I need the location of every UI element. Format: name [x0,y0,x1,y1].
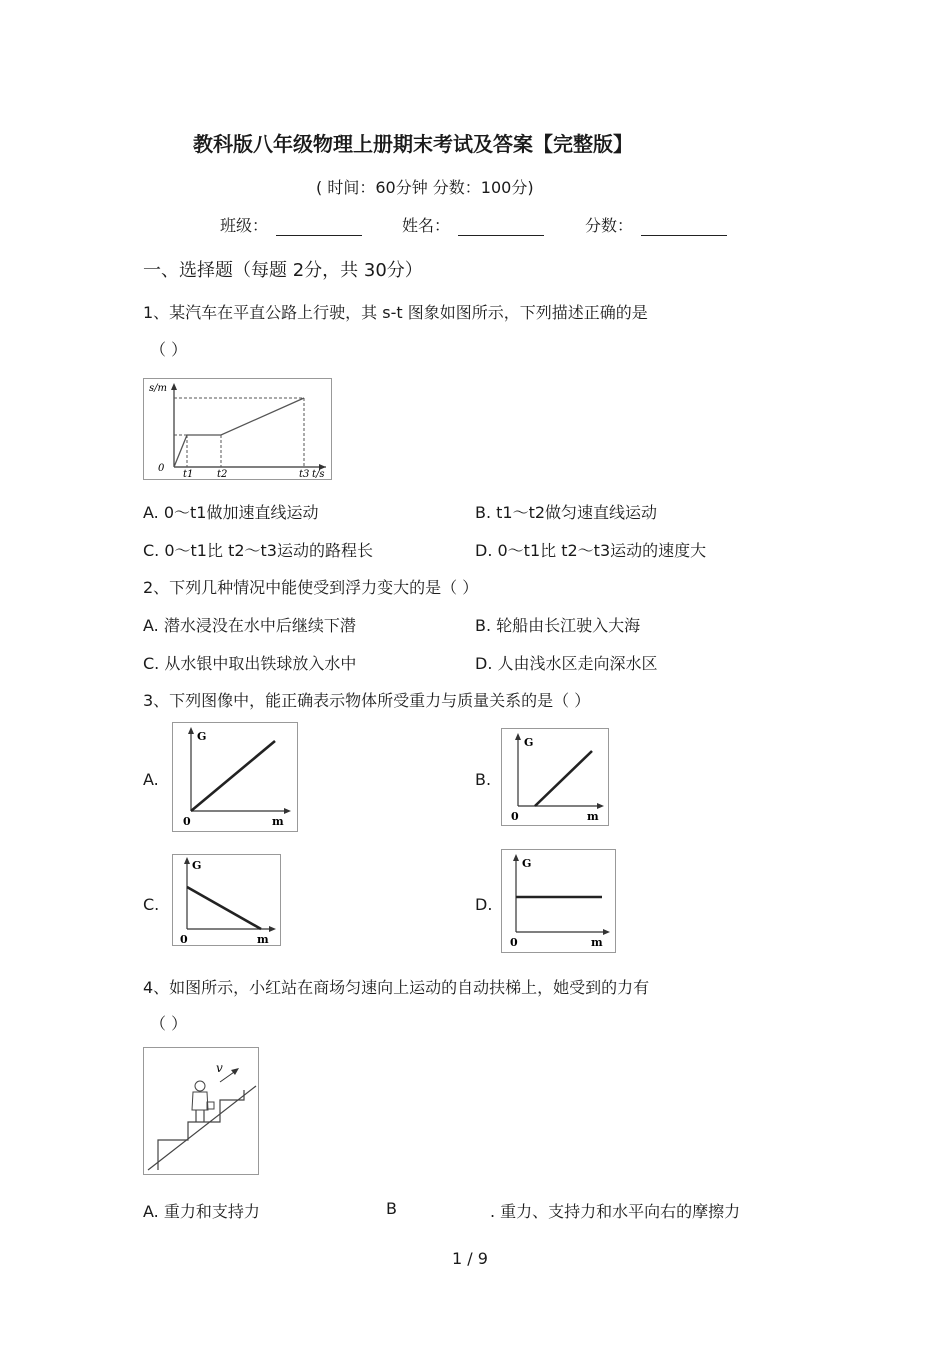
q3-label-d: D. [475,895,493,914]
q1-option-c: C. 0～t1比 t2～t3运动的路程长 [143,541,373,560]
q3-graph-d [501,849,616,953]
page-title: 教科版八年级物理上册期末考试及答案【完整版】 [193,132,633,156]
q1-option-b: B. t1～t2做匀速直线运动 [475,503,658,522]
q4-paren: （ ） [150,1014,188,1033]
q3c-y-label: G [192,859,202,872]
class-field [220,213,362,236]
score-label: 分数： [585,216,634,235]
q2-option-d: D. 人由浅水区走向深水区 [475,654,658,673]
q3b-x-label: m [587,810,599,823]
q3-label-a: A. [143,770,159,789]
exam-time-info: ( 时间：60分钟 分数：100分) [316,178,534,197]
q3a-y-label: G [197,730,207,743]
q2-option-a: A. 潜水浸没在水中后继续下潜 [143,616,356,635]
q3a-origin: 0 [183,815,191,828]
score-blank [641,219,727,236]
q3d-x-label: m [591,936,603,949]
q4-option-a: A. 重力和支持力 [143,1202,260,1221]
name-label: 姓名： [402,216,451,235]
q4-option-b: . 重力、支持力和水平向右的摩擦力 [490,1202,741,1221]
q4-velocity-label: v [216,1061,223,1075]
q3d-y-label: G [522,857,532,870]
q2-option-c: C. 从水银中取出铁球放入水中 [143,654,357,673]
q3-stem: 3、下列图像中，能正确表示物体所受重力与质量关系的是（ ） [143,691,591,710]
q1-paren: （ ） [150,340,188,359]
q1-stem: 1、某汽车在平直公路上行驶，其 s-t 图象如图所示，下列描述正确的是 [143,303,648,322]
q3d-origin: 0 [510,936,518,949]
q3b-y-label: G [524,736,534,749]
q3-graph-b [501,728,609,826]
q3c-origin: 0 [180,933,188,945]
class-label: 班级： [220,216,269,235]
q2-option-b: B. 轮船由长江驶入大海 [475,616,641,635]
q3-graph-a [172,722,298,832]
q3-graph-c [172,854,281,946]
q3a-x-label: m [272,815,284,828]
q3b-origin: 0 [511,810,519,823]
name-field [402,213,544,236]
q4-option-b-letter: B [386,1199,397,1218]
q1-st-graph [143,378,332,480]
q1-origin: 0 [158,463,165,474]
class-blank [276,219,362,236]
q4-stem: 4、如图所示，小红站在商场匀速向上运动的自动扶梯上，她受到的力有 [143,978,650,997]
q1-option-d: D. 0～t1比 t2～t3运动的速度大 [475,541,707,560]
q3c-x-label: m [257,933,269,945]
q1-option-a: A. 0～t1做加速直线运动 [143,503,319,522]
q1-t2-tick: t2 [217,469,228,479]
name-blank [458,219,544,236]
q3-label-b: B. [475,770,492,789]
q4-escalator-figure [143,1047,259,1175]
score-field [585,213,727,236]
q1-t3-tick: t3 [299,469,310,479]
q1-y-label: s/m [149,383,167,394]
q1-t1-tick: t1 [183,469,194,479]
q1-x-label: t/s [312,469,325,479]
section-heading: 一、选择题（每题 2分，共 30分） [143,260,423,281]
q2-stem: 2、下列几种情况中能使受到浮力变大的是（ ） [143,578,479,597]
page-number: 1 / 9 [452,1249,488,1268]
q3-label-c: C. [143,895,160,914]
